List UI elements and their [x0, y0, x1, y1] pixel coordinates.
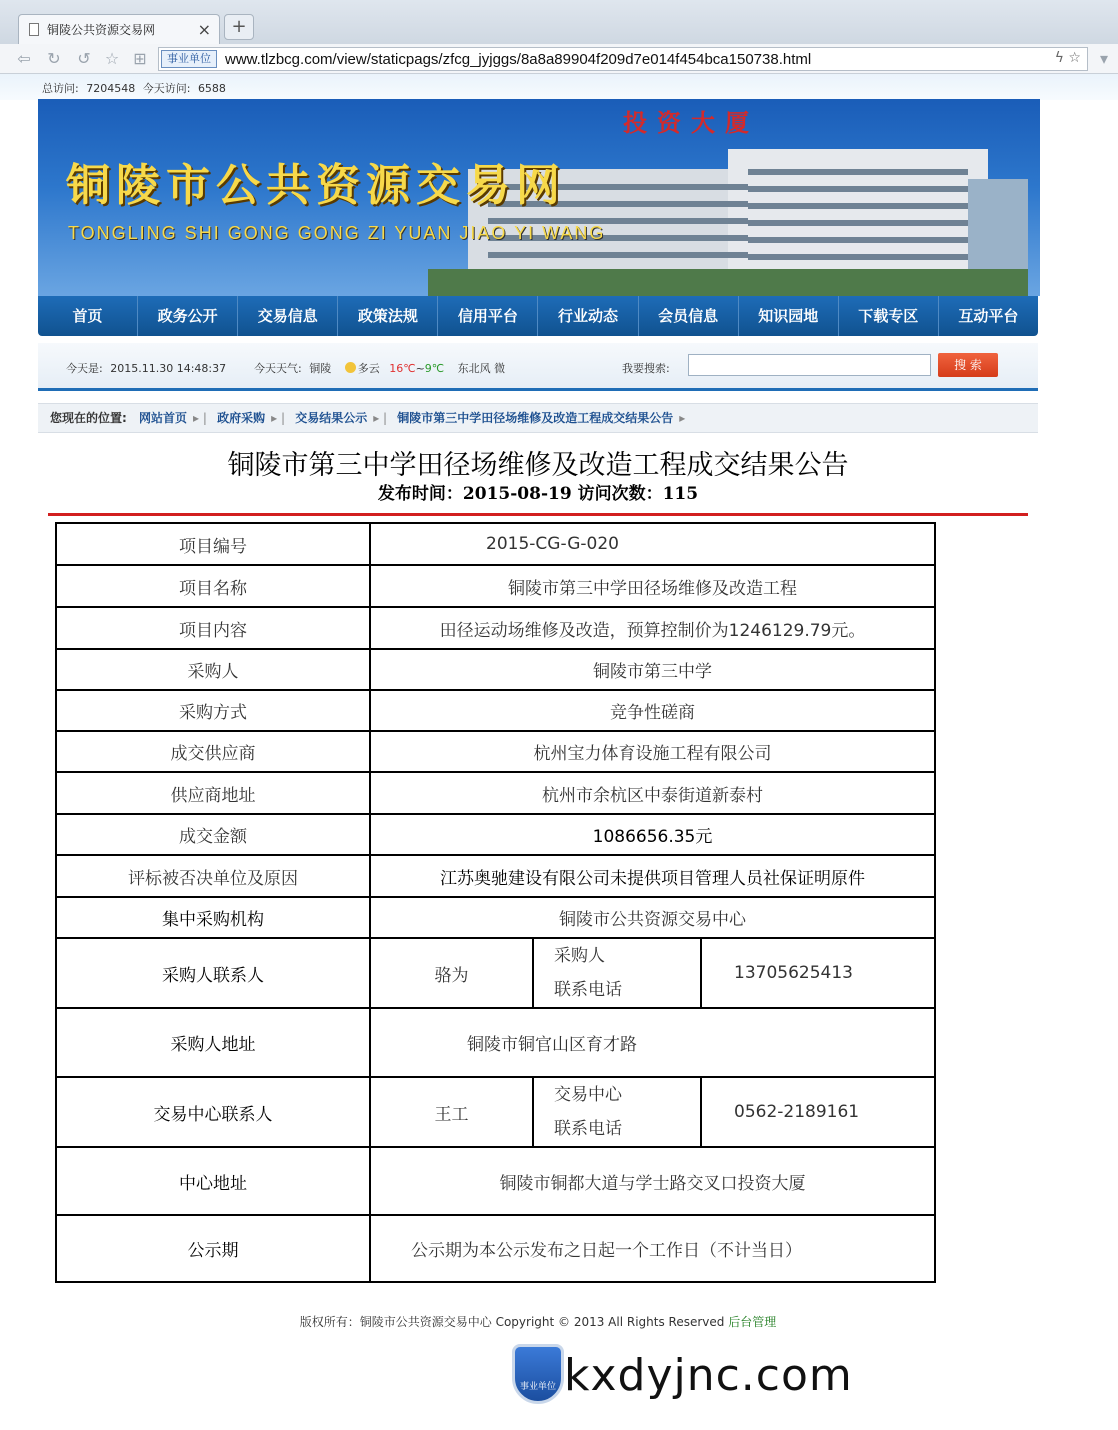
- browser-toolbar: [0, 44, 1118, 74]
- breadcrumb-label: 您现在的位置:: [50, 411, 127, 425]
- row-label: 采购人: [56, 649, 370, 690]
- temp-separator: ~: [415, 362, 425, 375]
- buyer-phone-label-line1: 采购人: [554, 946, 605, 966]
- temp-high: 16℃: [389, 362, 416, 375]
- row-value: 田径运动场维修及改造，预算控制价为1246129.79元。: [370, 607, 935, 649]
- row-label: 项目编号: [56, 523, 370, 565]
- building-sign: 投资大厦: [623, 109, 759, 137]
- table-row: [56, 938, 935, 1008]
- row-value: 竞争性磋商: [370, 690, 935, 731]
- row-label: 采购方式: [56, 690, 370, 731]
- copyright-text: 版权所有：铜陵市公共资源交易中心 Copyright © 2013 All Rights Reserved: [299, 1315, 725, 1329]
- table-row: [56, 731, 935, 772]
- row-value: 1086656.35元: [370, 814, 935, 855]
- row-label: 项目名称: [56, 565, 370, 607]
- site-subtitle: TONGLING SHI GONG GONG ZI YUAN JIAO YI WANG: [68, 223, 606, 243]
- grid-icon[interactable]: ⊞: [133, 49, 147, 68]
- nav-item-knowledge[interactable]: 知识园地: [739, 296, 839, 336]
- buyer-phone-label-line2: 联系电话: [554, 980, 622, 1000]
- browser-tab[interactable]: [18, 14, 220, 44]
- url-text[interactable]: www.tlzbcg.com/view/staticpags/zfcg_jyjggs/8a8a89904f209d7e014f454bca150738.html: [225, 50, 812, 68]
- weather-city: 铜陵: [309, 362, 332, 375]
- watermark-text: kxdyjnc.com: [564, 1350, 853, 1401]
- breadcrumb-separator: ▸ |: [193, 411, 207, 425]
- center-contact-name: 王工: [370, 1077, 533, 1147]
- menu-dropdown-icon[interactable]: ▾: [1099, 49, 1109, 68]
- center-phone: 0562-2189161: [701, 1077, 935, 1147]
- weather-condition: 多云: [357, 362, 380, 375]
- table-row: [56, 1215, 935, 1282]
- nav-item-industry-news[interactable]: 行业动态: [538, 296, 638, 336]
- buyer-contact-name: 骆为: [370, 938, 533, 1008]
- row-label: 成交金额: [56, 814, 370, 855]
- current-date: [66, 360, 226, 376]
- table-row: [56, 897, 935, 938]
- date-label: 今天是:: [66, 362, 103, 375]
- back-icon[interactable]: ⇦: [17, 49, 31, 68]
- table-row: [56, 523, 935, 565]
- visits-total: 7204548: [86, 82, 136, 95]
- main-navigation: [38, 296, 1038, 336]
- tab-title: 铜陵公共资源交易网: [47, 23, 156, 37]
- notice-period-value: 公示期为本公示发布之日起一个工作日（不计当日）: [370, 1215, 935, 1282]
- today-visits-label: 今天访问:: [142, 82, 191, 95]
- center-phone-label-line2: 联系电话: [554, 1119, 622, 1139]
- browser-tab-bar: [0, 0, 1118, 44]
- bookmark-star-icon[interactable]: ϟ ☆: [1054, 50, 1081, 66]
- breadcrumb-home[interactable]: 网站首页: [139, 411, 188, 425]
- table-row: [56, 814, 935, 855]
- row-label: 集中采购机构: [56, 897, 370, 938]
- watermark: [512, 1344, 932, 1408]
- nav-item-government-affairs[interactable]: 政务公开: [138, 296, 238, 336]
- reload-icon[interactable]: ↻: [47, 49, 61, 68]
- row-value: 铜陵市公共资源交易中心: [370, 897, 935, 938]
- breadcrumb-separator: ▸ |: [271, 411, 285, 425]
- center-address: 铜陵市铜都大道与学士路交叉口投资大厦: [370, 1147, 935, 1215]
- center-phone-label: [533, 1077, 701, 1147]
- visit-counter-bar: [0, 74, 1118, 100]
- nav-item-credit[interactable]: 信用平台: [438, 296, 538, 336]
- undo-icon[interactable]: ↺: [77, 49, 91, 68]
- article-title: 铜陵市第三中学田径场维修及改造工程成交结果公告: [227, 450, 849, 481]
- visits-today: 6588: [197, 82, 226, 95]
- table-row: [56, 607, 935, 649]
- site-banner: [38, 99, 1040, 296]
- table-row: [56, 855, 935, 897]
- buyer-address: 铜陵市铜官山区育才路: [370, 1008, 935, 1077]
- row-value: 江苏奥驰建设有限公司未提供项目管理人员社保证明原件: [370, 855, 935, 897]
- row-label: 评标被否决单位及原因: [56, 855, 370, 897]
- watermark-badge: 事业单位: [512, 1344, 564, 1404]
- new-tab-button[interactable]: +: [224, 14, 254, 40]
- site-badge: 事业单位: [161, 50, 217, 68]
- row-value: 杭州市余杭区中泰街道新泰村: [370, 772, 935, 814]
- row-label: 供应商地址: [56, 772, 370, 814]
- row-label: 成交供应商: [56, 731, 370, 772]
- date-value: 2015.11.30 14:48:37: [110, 362, 227, 375]
- site-title: 铜陵市公共资源交易网: [66, 160, 566, 211]
- info-bar: [38, 343, 1038, 391]
- favorite-star-icon[interactable]: ☆: [104, 49, 120, 68]
- nav-item-interaction[interactable]: 互动平台: [958, 307, 1019, 325]
- wind: 东北风 微: [457, 362, 506, 375]
- search-input[interactable]: [688, 354, 931, 376]
- table-row: [56, 649, 935, 690]
- buyer-contact-label: 采购人联系人: [56, 938, 370, 1008]
- page-icon: [29, 23, 39, 36]
- admin-link[interactable]: 后台管理: [728, 1315, 777, 1329]
- nav-item-policies[interactable]: 政策法规: [338, 296, 438, 336]
- search-button[interactable]: 搜 索: [938, 353, 998, 377]
- visits-label: 总访问:: [42, 82, 79, 95]
- table-row: [56, 1077, 935, 1147]
- row-value: 铜陵市第三中学: [370, 649, 935, 690]
- nav-item-downloads[interactable]: 下载专区: [839, 296, 939, 336]
- breadcrumb-results[interactable]: 交易结果公示: [295, 411, 368, 425]
- title-divider: [48, 513, 1028, 516]
- buyer-phone-label: [533, 938, 701, 1008]
- nav-item-trade-info[interactable]: 交易信息: [238, 296, 338, 336]
- center-address-label: 中心地址: [56, 1147, 370, 1215]
- table-row: [56, 565, 935, 607]
- row-label: 项目内容: [56, 607, 370, 649]
- center-contact-label: 交易中心联系人: [56, 1077, 370, 1147]
- nav-item-home[interactable]: 首页: [38, 296, 138, 336]
- weather: [254, 360, 505, 376]
- table-row: [56, 1147, 935, 1215]
- footer: [0, 1313, 1076, 1330]
- cloudy-sun-icon: [345, 362, 356, 373]
- visit-counter: [42, 80, 226, 96]
- search-label: 我要搜索:: [622, 362, 670, 375]
- result-table: [55, 522, 936, 1283]
- breadcrumb-separator: ▸: [679, 411, 686, 425]
- article-meta: 发布时间：2015-08-19 访问次数：115: [377, 484, 699, 504]
- row-value: 2015-CG-G-020: [370, 523, 935, 565]
- notice-period-label: 公示期: [56, 1215, 370, 1282]
- table-row: [56, 1008, 935, 1077]
- table-row: [56, 690, 935, 731]
- row-value: 铜陵市第三中学田径场维修及改造工程: [370, 565, 935, 607]
- breadcrumb-procurement[interactable]: 政府采购: [217, 411, 266, 425]
- row-value: 杭州宝力体育设施工程有限公司: [370, 731, 935, 772]
- weather-label: 今天天气:: [254, 362, 302, 375]
- breadcrumb: [38, 403, 1038, 433]
- address-bar[interactable]: [158, 47, 1088, 71]
- breadcrumb-separator: ▸ |: [373, 411, 388, 425]
- nav-item-members[interactable]: 会员信息: [639, 296, 739, 336]
- table-row: [56, 772, 935, 814]
- buyer-address-label: 采购人地址: [56, 1008, 370, 1077]
- close-tab-icon[interactable]: ×: [197, 20, 211, 39]
- center-phone-label-line1: 交易中心: [554, 1085, 622, 1105]
- temp-low: 9℃: [424, 362, 445, 375]
- breadcrumb-current[interactable]: 铜陵市第三中学田径场维修及改造工程成交结果公告: [397, 411, 674, 425]
- buyer-phone: 13705625413: [701, 938, 935, 1008]
